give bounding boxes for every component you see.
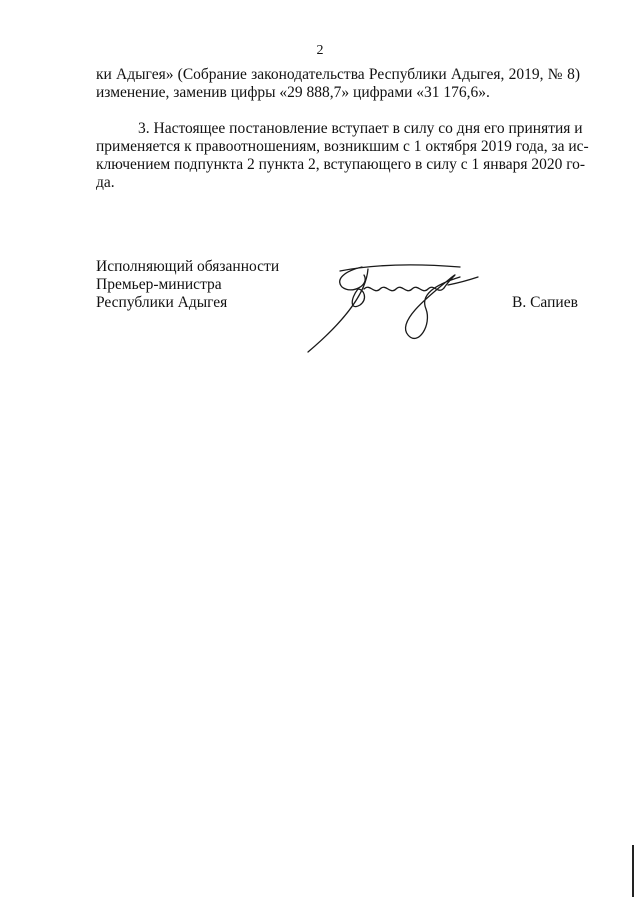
text-line: ключением подпункта 2 пункта 2, вступающего в силу с 1 января 2020 го- (96, 156, 586, 173)
signatory-position-line: Исполняющий обязанности (96, 258, 280, 275)
signatory-name: В. Сапиев (512, 294, 578, 311)
text-line: да. (96, 174, 115, 191)
paragraph-effective-date (96, 120, 589, 192)
text-line: применяется к правоотношениям, возникшим с 1 октября 2019 года, за ис- (96, 138, 589, 155)
signatory-position (96, 258, 279, 312)
scan-edge-mark (632, 845, 634, 897)
paragraph-amendment (96, 66, 580, 102)
signatory-position-line: Премьер-министра (96, 276, 222, 293)
page-number: 2 (316, 43, 324, 58)
handwritten-signature (300, 255, 490, 360)
signatory-position-line: Республики Адыгея (96, 294, 228, 311)
text-line: изменение, заменив цифры «29 888,7» цифрами «31 176,6». (96, 84, 490, 101)
text-line: ки Адыгея» (Собрание законодательства Республики Адыгея, 2019, № 8) (96, 66, 580, 83)
text-line: 3. Настоящее постановление вступает в силу со дня его принятия и (138, 120, 583, 137)
